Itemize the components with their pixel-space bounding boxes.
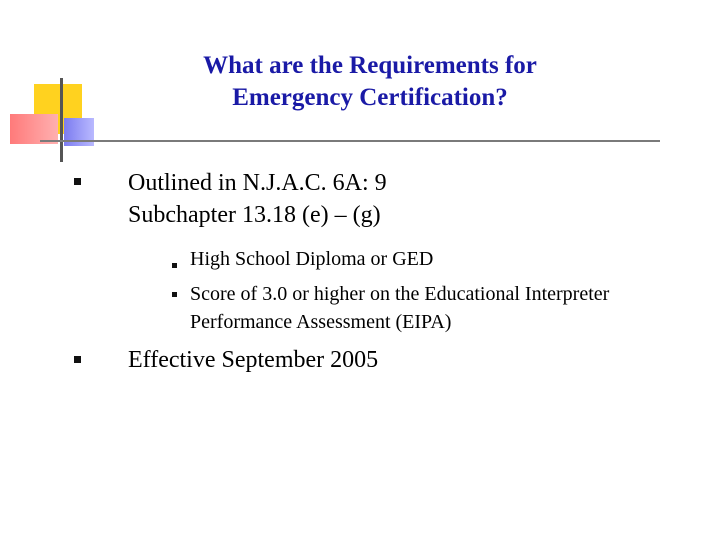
bullet-outlined-regulation: Outlined in N.J.A.C. 6A: 9 Subchapter 13.18 (e) – (g) [128,170,387,228]
slide-title-line-2: Emergency Certification? [232,84,508,111]
slide-title [150,50,590,114]
bullet-square-icon [74,178,81,185]
sub-bullet-eipa-score: Score of 3.0 or higher on the Educational Interpreter Performance Assessment (EIPA) [190,283,610,333]
bullet-effective-date: Effective September 2005 [128,347,379,373]
decor-vertical-line [60,78,63,162]
bullet-square-icon [74,356,81,363]
sub-bullet-diploma: High School Diploma or GED [190,248,434,270]
decor-horizontal-rule [40,140,660,142]
sub-bullet-square-icon [172,292,177,297]
slide-title-line-1: What are the Requirements for [203,52,537,79]
sub-bullet-square-icon [172,263,177,268]
